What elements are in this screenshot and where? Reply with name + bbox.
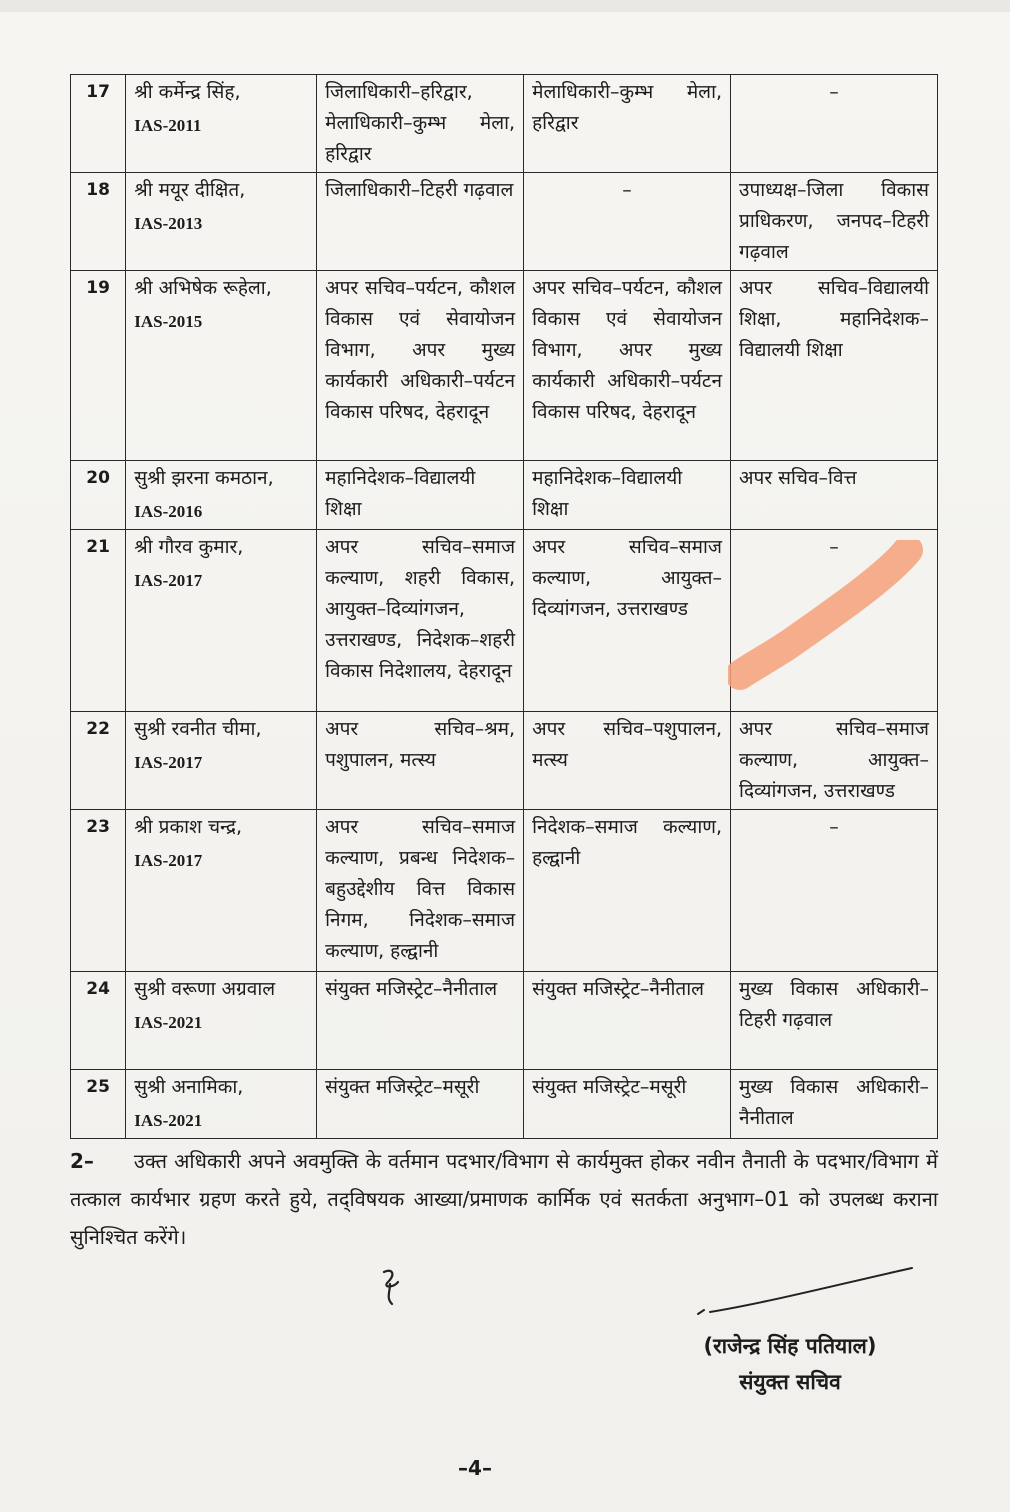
relieved-post-cell: मेलाधिकारी–कुम्भ मेला, हरिद्वार	[524, 75, 731, 173]
officer-batch: IAS-2017	[134, 753, 203, 772]
officer-name: सुश्री अनामिका,	[134, 1076, 244, 1098]
officer-batch: IAS-2016	[134, 502, 203, 521]
signature-scribble	[690, 1262, 915, 1322]
current-post-cell: अपर सचिव–पर्यटन, कौशल विकास एवं सेवायोजन विभाग, अपर मुख्य कार्यकारी अधिकारी–पर्यटन विकास परिषद, देहरादून	[317, 271, 524, 461]
serial-number: 20	[71, 461, 126, 530]
officer-cell	[126, 271, 317, 461]
officer-batch: IAS-2017	[134, 571, 203, 590]
new-post-cell: मुख्य विकास अधिकारी–नैनीताल	[731, 1070, 938, 1139]
officer-batch: IAS-2011	[134, 116, 202, 135]
table-row	[71, 75, 938, 173]
new-post-cell: –	[731, 75, 938, 173]
officer-cell	[126, 1070, 317, 1139]
current-post-cell: जिलाधिकारी–टिहरी गढ़वाल	[317, 173, 524, 271]
current-post-cell: महानिदेशक–विद्यालयी शिक्षा	[317, 461, 524, 530]
officer-batch: IAS-2021	[134, 1111, 203, 1130]
officer-cell	[126, 75, 317, 173]
table-row	[71, 712, 938, 810]
officer-batch: IAS-2017	[134, 851, 203, 870]
page-number: –4–	[458, 1456, 492, 1480]
relieved-post-cell: –	[524, 173, 731, 271]
current-post-cell: अपर सचिव–श्रम, पशुपालन, मत्स्य	[317, 712, 524, 810]
serial-number: 17	[71, 75, 126, 173]
new-post-cell: –	[731, 810, 938, 972]
table-row	[71, 173, 938, 271]
page-top-edge	[0, 0, 1010, 12]
officer-cell	[126, 712, 317, 810]
current-post-cell: अपर सचिव–समाज कल्याण, प्रबन्ध निदेशक–बहुउद्देशीय वित्त विकास निगम, निदेशक–समाज कल्याण, हल्द्वानी	[317, 810, 524, 972]
table-body	[71, 75, 938, 1139]
serial-number: 22	[71, 712, 126, 810]
serial-number: 19	[71, 271, 126, 461]
initial-stroke	[384, 1271, 398, 1304]
officer-name: श्री कर्मेन्द्र सिंह,	[134, 81, 241, 103]
current-post-cell: अपर सचिव–समाज कल्याण, शहरी विकास, आयुक्त–दिव्यांगजन, उत्तराखण्ड, निदेशक–शहरी विकास निदेशालय, देहरादून	[317, 530, 524, 712]
table-row	[71, 810, 938, 972]
officer-name: सुश्री रवनीत चीमा,	[134, 718, 262, 740]
officer-name: श्री मयूर दीक्षित,	[134, 179, 246, 201]
officer-name: श्री अभिषेक रूहेला,	[134, 277, 272, 299]
new-post-cell: मुख्य विकास अधिकारी–टिहरी गढ़वाल	[731, 972, 938, 1070]
officer-batch: IAS-2021	[134, 1013, 203, 1032]
relieved-post-cell: संयुक्त मजिस्ट्रेट–मसूरी	[524, 1070, 731, 1139]
officer-name: श्री प्रकाश चन्द्र,	[134, 816, 243, 838]
officer-name: सुश्री वरूणा अग्रवाल	[134, 978, 276, 1000]
table-row	[71, 530, 938, 712]
relieved-post-cell: अपर सचिव–पर्यटन, कौशल विकास एवं सेवायोजन विभाग, अपर मुख्य कार्यकारी अधिकारी–पर्यटन विकास परिषद, देहरादून	[524, 271, 731, 461]
officer-cell	[126, 461, 317, 530]
relieved-post-cell: महानिदेशक–विद्यालयी शिक्षा	[524, 461, 731, 530]
serial-number: 23	[71, 810, 126, 972]
officer-name: श्री गौरव कुमार,	[134, 536, 244, 558]
officer-batch: IAS-2013	[134, 214, 203, 233]
instruction-paragraph	[70, 1142, 938, 1256]
relieved-post-cell: संयुक्त मजिस्ट्रेट–नैनीताल	[524, 972, 731, 1070]
current-post-cell: संयुक्त मजिस्ट्रेट–नैनीताल	[317, 972, 524, 1070]
serial-number: 25	[71, 1070, 126, 1139]
table-row	[71, 271, 938, 461]
officer-posting-table	[70, 74, 938, 1139]
table-row	[71, 1070, 938, 1139]
new-post-cell: उपाध्यक्ष–जिला विकास प्राधिकरण, जनपद–टिहरी गढ़वाल	[731, 173, 938, 271]
officer-batch: IAS-2015	[134, 312, 203, 331]
officer-cell	[126, 972, 317, 1070]
new-post-cell: अपर सचिव–विद्यालयी शिक्षा, महानिदेशक–विद्यालयी शिक्षा	[731, 271, 938, 461]
officer-cell	[126, 810, 317, 972]
current-post-cell: संयुक्त मजिस्ट्रेट–मसूरी	[317, 1070, 524, 1139]
paragraph-text: उक्त अधिकारी अपने अवमुक्ति के वर्तमान पदभार/विभाग से कार्यमुक्त होकर नवीन तैनाती के पदभार/विभाग में तत्काल कार्यभार ग्रहण करते हुये, तद्‌विषयक आख्या/प्रमाणक कार्मिक एवं सतर्कता अनुभाग–01 को उपलब्ध कराना सुनिश्चित करेंगे।	[70, 1149, 938, 1249]
serial-number: 18	[71, 173, 126, 271]
relieved-post-cell: निदेशक–समाज कल्याण, हल्द्वानी	[524, 810, 731, 972]
signatory-name: (राजेन्द्र सिंह पतियाल)	[703, 1334, 877, 1358]
serial-number: 24	[71, 972, 126, 1070]
officer-cell	[126, 173, 317, 271]
initial-mark	[372, 1264, 412, 1309]
signatory-designation: संयुक्त सचिव	[739, 1370, 841, 1394]
current-post-cell: जिलाधिकारी–हरिद्वार, मेलाधिकारी–कुम्भ मेला, हरिद्वार	[317, 75, 524, 173]
officer-cell	[126, 530, 317, 712]
relieved-post-cell: अपर सचिव–समाज कल्याण, आयुक्त–दिव्यांगजन, उत्तराखण्ड	[524, 530, 731, 712]
new-post-cell: –	[731, 530, 938, 712]
relieved-post-cell: अपर सचिव–पशुपालन, मत्स्य	[524, 712, 731, 810]
officer-name: सुश्री झरना कमठान,	[134, 467, 274, 489]
new-post-cell: अपर सचिव–समाज कल्याण, आयुक्त–दिव्यांगजन, उत्तराखण्ड	[731, 712, 938, 810]
table-row	[71, 461, 938, 530]
serial-number: 21	[71, 530, 126, 712]
table-row	[71, 972, 938, 1070]
new-post-cell: अपर सचिव–वित्त	[731, 461, 938, 530]
paragraph-number: 2–	[70, 1149, 94, 1173]
signature-stroke	[698, 1268, 912, 1314]
